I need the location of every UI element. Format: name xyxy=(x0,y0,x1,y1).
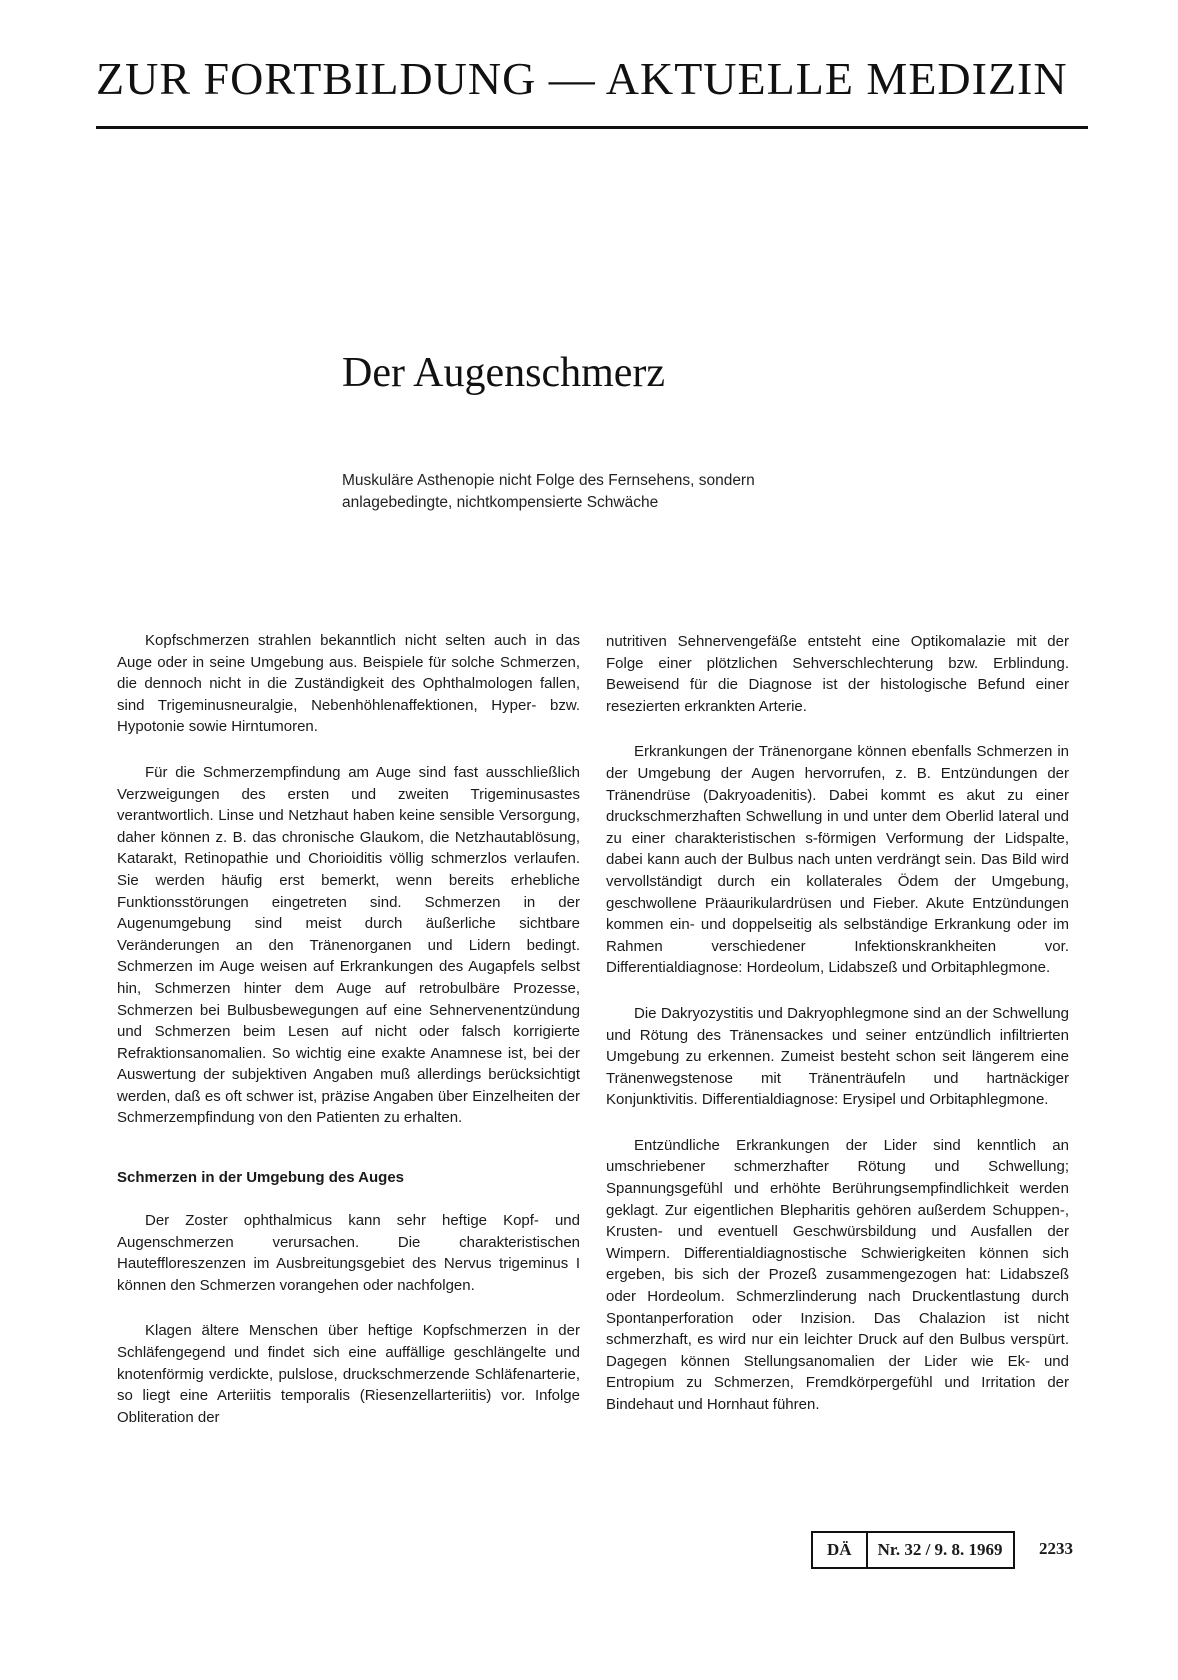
left-column xyxy=(117,630,580,1452)
right-column xyxy=(606,631,1069,1440)
left-paragraph-4: Klagen ältere Menschen über heftige Kopfschmerzen in der Schläfengegend und findet sich eine auffällige geschlängelte und knotenförmig verdickte, pulslose, druckschmerzende Schläfenarterie, so liegt eine Arteriitis temporalis (Riesenzellarteriitis) vor. Infolge Obliteration der xyxy=(117,1322,580,1426)
left-paragraph-2: Für die Schmerzempfindung am Auge sind fast ausschließlich Verzweigungen des ersten und zweiten Trigeminusastes verantwortlich. Linse und Netzhaut haben keine sensible Versorgung, daher können z. B. das chronische Glaukom, die Netzhautablösung, Katarakt, Retinopathie und Chorioiditis völlig schmerzlos verlaufen. Sie werden häufig erst bemerkt, wenn bereits erhebliche Funktionsstörungen eingetreten sind. Schmerzen in der Augenumgebung sind meist durch äußerliche sichtbare Veränderungen an den Tränenorganen und Lidern bedingt. Schmerzen im Auge weisen auf Erkrankungen des Augapfels selbst hin, Schmerzen hinter dem Auge auf retrobulbäre Prozesse, Schmerzen bei Bulbusbewegungen auf eine Sehnervenentzündung und Schmerzen beim Lesen auf nicht oder falsch korrigierte Refraktionsanomalien. So wichtig eine exakte Anamnese ist, bei der Auswertung der subjektiven Angaben muß allerdings berücksichtigt werden, daß es oft schwer ist, präzise Angaben über Einzelheiten der Schmerzempfindung von den Patienten zu erhalten. xyxy=(117,763,580,1127)
journal-abbreviation: DÄ xyxy=(813,1533,868,1567)
article-subtitle: Muskuläre Asthenopie nicht Folge des Fernsehens, sondern anlagebedingte, nichtkompensierte Schwäche xyxy=(342,472,755,511)
right-paragraph-2: Erkrankungen der Tränenorgane können ebenfalls Schmerzen in der Umgebung der Augen hervorrufen, z. B. Entzündungen der Tränendrüse (Dakryoadenitis). Dabei kommt es akut zu einer druckschmerzhaften Schwellung in und unter dem Oberlid lateral und zu einer charakteristischen s-förmigen Verformung der Lidspalte, dabei kann auch der Bulbus nach unten verdrängt sein. Das Bild wird vervollständigt durch ein kollaterales Ödem der Umgebung, geschwollene Präaurikulardrüsen und Fieber. Akute Entzündungen kommen ein- und doppelseitig als selbständige Erkrankung oder im Rahmen verschiedener Infektionskrankheiten vor. Differentialdiagnose: Hordeolum, Lidabszeß und Orbitaphlegmone. xyxy=(606,743,1069,977)
right-paragraph-1: nutritiven Sehnervengefäße entsteht eine Optikomalazie mit der Folge einer plötzlichen Sehverschlechterung bzw. Erblindung. Beweisend für die Diagnose ist der histologische Befund einer resezierten erkrankten Arterie. xyxy=(606,633,1069,715)
right-paragraph-3: Die Dakryozystitis und Dakryophlegmone sind an der Schwellung und Rötung des Tränensackes und seiner entzündlich infiltrierten Umgebung zu erkennen. Zumeist besteht schon seit längerem eine Tränenwegstenose mit Tränenträufeln und hartnäckiger Konjunktivitis. Differentialdiagnose: Erysipel und Orbitaphlegmone. xyxy=(606,1004,1069,1109)
page-number: 2233 xyxy=(1039,1539,1073,1558)
article-title: Der Augenschmerz xyxy=(342,350,666,396)
issue-date: Nr. 32 / 9. 8. 1969 xyxy=(877,1540,1003,1559)
right-paragraph-4: Entzündliche Erkrankungen der Lider sind kenntlich an umschriebener schmerzhafter Rötung und Schwellung; Spannungsgefühl und erhöhte Berührungsempfindlichkeit werden geklagt. Zur eigentlichen Blepharitis gehören außerdem Schuppen-, Krusten- und eventuell Geschwürsbildung und Ausfallen der Wimpern. Differentialdiagnostische Schwierigkeiten können sich ergeben, bis sich der Prozeß zusammengezogen hat: Lidabszeß oder Hordeolum. Schmerzlinderung nach Druckentlastung durch Spontanperforation oder Inzision. Das Chalazion ist nicht schmerzhaft, es wird nur ein leichter Druck auf den Bulbus verspürt. Dagegen können Stellungsanomalien der Lider wie Ek- und Entropium zu Schmerzen, Fremdkörpergefühl und Irritation der Bindehaut und Hornhaut führen. xyxy=(606,1136,1069,1413)
section-heading: Schmerzen in der Umgebung des Auges xyxy=(117,1169,404,1187)
journal-citation-box xyxy=(811,1531,1015,1569)
section-title: ZUR FORTBILDUNG — AKTUELLE MEDIZIN xyxy=(96,53,1068,104)
left-paragraph-3: Der Zoster ophthalmicus kann sehr heftige Kopf- und Augenschmerzen verursachen. Die charakteristischen Hauteffloreszenzen im Ausbreitungsgebiet des Nervus trigeminus I können den Schmerzen vorangehen oder nachfolgen. xyxy=(117,1212,580,1294)
header-rule xyxy=(96,126,1088,129)
left-paragraph-1: Kopfschmerzen strahlen bekanntlich nicht selten auch in das Auge oder in seine Umgebung aus. Beispiele für solche Schmerzen, die dennoch nicht in die Zuständigkeit des Ophthalmologen fallen, sind Trigeminusneuralgie, Nebenhöhlenaffektionen, Hyper- bzw. Hypotonie sowie Hirntumoren. xyxy=(117,632,580,736)
